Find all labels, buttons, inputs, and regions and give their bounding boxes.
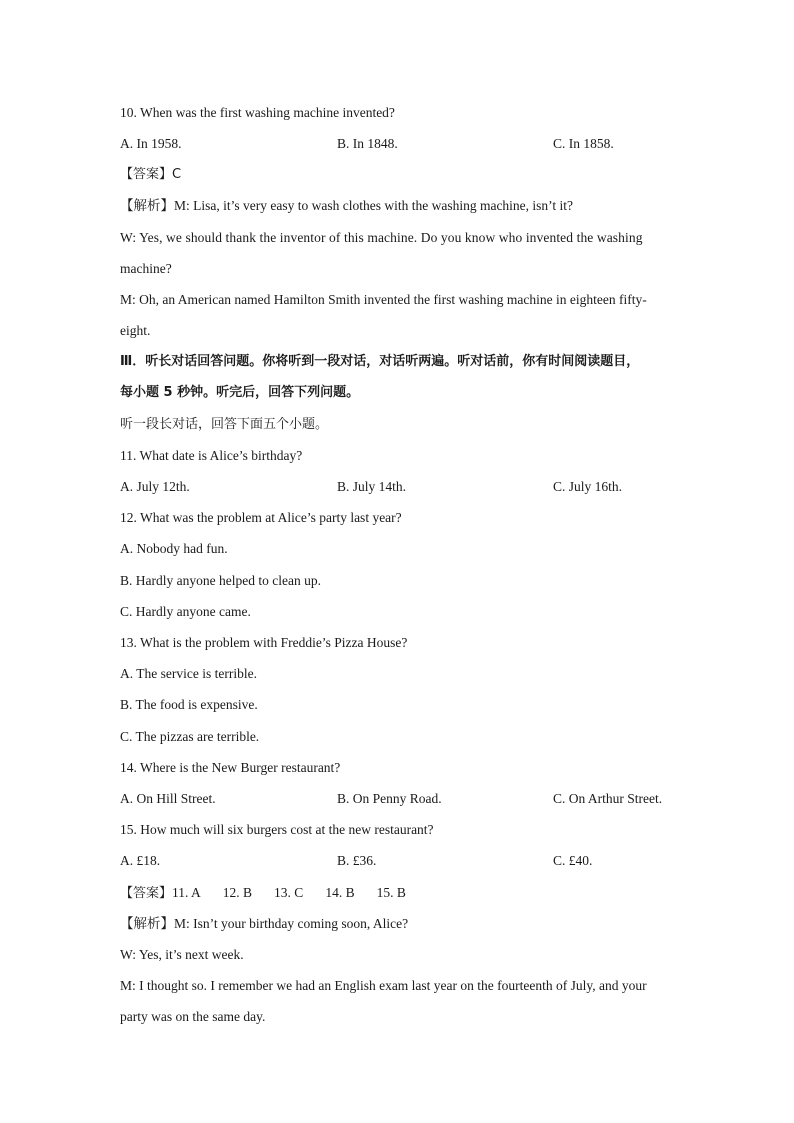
- q10-answer: 【答案】C: [120, 167, 182, 182]
- q10-option-a: A. In 1958.: [120, 136, 182, 151]
- q14-option-a: A. On Hill Street.: [120, 791, 216, 806]
- q15-option-a: A. £18.: [120, 853, 161, 868]
- q12-option-a: A. Nobody had fun.: [120, 541, 228, 556]
- answer-11: 11. A: [172, 885, 201, 900]
- analysis-2-line-2: W: Yes, it’s next week.: [120, 947, 244, 962]
- q13-option-a: A. The service is terrible.: [120, 666, 257, 681]
- question-13: 13. What is the problem with Freddie’s Pizza House?: [120, 635, 408, 650]
- answer-15: 15. B: [376, 885, 406, 900]
- answer-14: 14. B: [325, 885, 355, 900]
- analysis-2-line-4: party was on the same day.: [120, 1009, 266, 1024]
- q10-analysis-line-2: W: Yes, we should thank the inventor of this machine. Do you know who invented the washing: [120, 230, 643, 245]
- q15-option-b: B. £36.: [337, 853, 377, 868]
- q14-option-b: B. On Penny Road.: [337, 791, 442, 806]
- q14-option-c: C. On Arthur Street.: [553, 791, 663, 806]
- q12-option-b: B. Hardly anyone helped to clean up.: [120, 573, 321, 588]
- q13-option-b: B. The food is expensive.: [120, 697, 258, 712]
- q10-option-b: B. In 1848.: [337, 136, 398, 151]
- section-3-heading-line-2: 每小题 5 秒钟。听完后，回答下列问题。: [120, 385, 360, 400]
- q10-analysis-line-4: M: Oh, an American named Hamilton Smith invented the first washing machine in eighteen fifty-: [120, 292, 647, 307]
- q12-option-c: C. Hardly anyone came.: [120, 604, 251, 619]
- q11-option-c: C. July 16th.: [553, 479, 623, 494]
- analysis-2-line-3: M: I thought so. I remember we had an English exam last year on the fourteenth of July, and your: [120, 978, 647, 993]
- q10-analysis-line-3: machine?: [120, 261, 172, 276]
- question-15: 15. How much will six burgers cost at the new restaurant?: [120, 822, 434, 837]
- q10-analysis-line-5: eight.: [120, 323, 151, 338]
- q13-option-c: C. The pizzas are terrible.: [120, 729, 260, 744]
- q10-option-c: C. In 1858.: [553, 136, 614, 151]
- answers-11-15: [120, 884, 428, 903]
- question-11: 11. What date is Alice’s birthday?: [120, 448, 303, 463]
- q11-option-a: A. July 12th.: [120, 479, 190, 494]
- analysis-2-line-1: 【解析】M: Isn’t your birthday coming soon, Alice?: [120, 916, 409, 931]
- question-10: 10. When was the first washing machine invented?: [120, 105, 395, 120]
- answers-label: 【答案】: [120, 886, 173, 901]
- answer-13: 13. C: [274, 885, 304, 900]
- q15-option-c: C. £40.: [553, 853, 593, 868]
- q11-option-b: B. July 14th.: [337, 479, 407, 494]
- question-14: 14. Where is the New Burger restaurant?: [120, 760, 341, 775]
- section-3-subheading: 听一段长对话，回答下面五个小题。: [120, 417, 329, 432]
- q10-analysis-line-1: 【解析】M: Lisa, it’s very easy to wash clothes with the washing machine, isn’t it?: [120, 198, 574, 213]
- answer-12: 12. B: [222, 885, 253, 900]
- question-12: 12. What was the problem at Alice’s party last year?: [120, 510, 402, 525]
- section-3-heading-line-1: Ⅲ．听长对话回答问题。你将听到一段对话，对话听两遍。听对话前，你有时间阅读题目，: [120, 354, 640, 369]
